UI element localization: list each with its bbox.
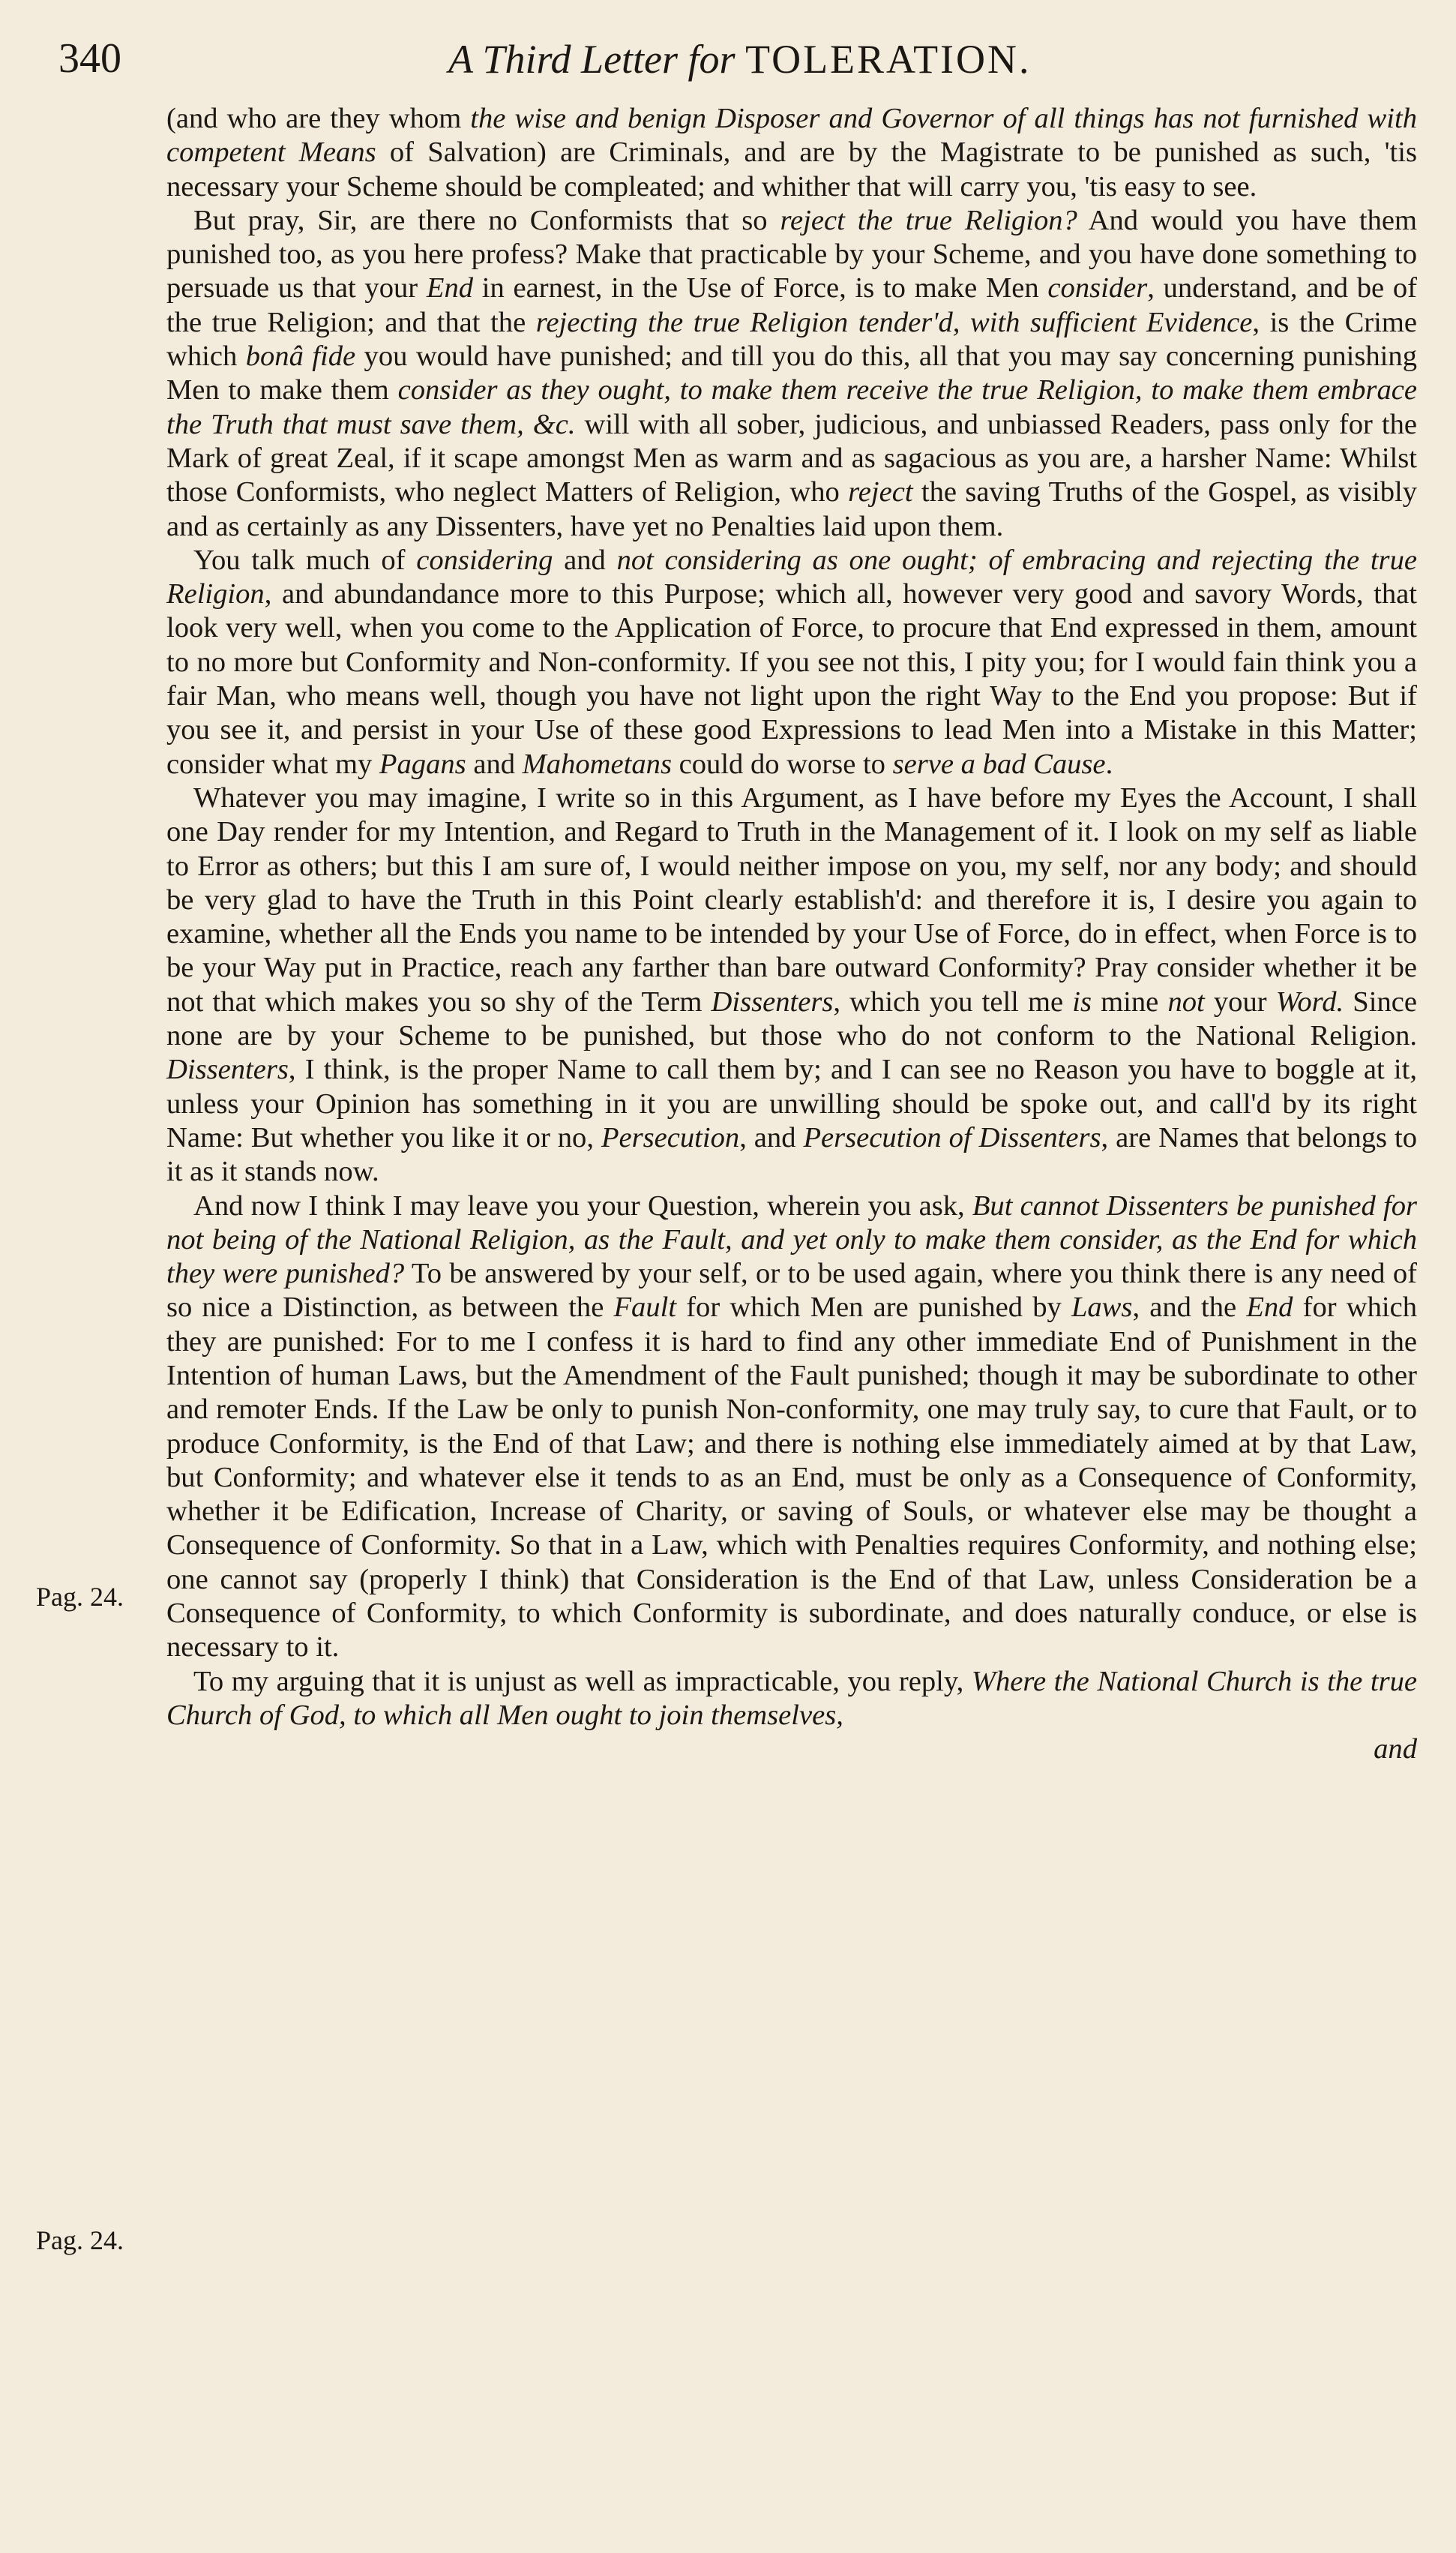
text-run: You talk much of bbox=[193, 544, 417, 576]
text-run: To be answered by your self, or to be used again, where you think there is any need of so nice a Distinction, as between the bbox=[166, 1258, 1417, 1324]
text-run: in earnest, in the Use of Force, is to make Men bbox=[473, 272, 1048, 304]
text-run: , I think, is the proper Name to call them by; and I can see no Reason you have to boggle at it, unless your Opinion has something in it you are unwilling should be spoke out, and call'd by its right Name: But whether you like it or no, bbox=[166, 1054, 1417, 1154]
italic-run: reject bbox=[848, 476, 913, 508]
italic-run: Dissenters bbox=[711, 986, 834, 1018]
text-run: , are Names that belongs to it as it stands now. bbox=[166, 1121, 1417, 1188]
italic-run: is bbox=[1072, 986, 1092, 1018]
italic-run: Persecution bbox=[601, 1121, 740, 1154]
text-run: Whatever you may imagine, I write so in this Argument, as I have before my Eyes the Account, I shall one Day render for my Intention, and Regard to Truth in the Management of it. I look on my self as liable to Error as others; but this I am sure of, I would neither impose on you, my self, nor any body; and should be very glad to have the Truth in this Point clearly establish'd: and therefore it is, I desire you again to examine, whether all the Ends you name to be intended by your Use of Force, do in effect, when Force is to be your Way put in Practice, reach any farther than bare outward Conformity? Pray consider whether it be not that which makes you so shy of the Term bbox=[166, 782, 1417, 1018]
margin-note-pag-24-second: Pag. 24. bbox=[36, 2225, 124, 2255]
text-run: Since none are by your Scheme to be punished, but those who do not conform to the National Religion. bbox=[166, 986, 1418, 1052]
text-run: , and bbox=[739, 1121, 804, 1154]
text-run: To my arguing that it is unjust as well as impracticable, you reply, bbox=[193, 1665, 972, 1697]
text-run: And now I think I may leave you your Question, wherein you ask, bbox=[193, 1190, 972, 1222]
italic-run: bonâ fide bbox=[245, 340, 356, 373]
italic-run: Pagans bbox=[379, 748, 466, 780]
italic-run: not bbox=[1167, 986, 1205, 1018]
italic-run: reject the true Religion? bbox=[780, 204, 1077, 236]
paragraph-unjust bbox=[166, 1665, 1417, 1733]
italic-run: Mahometans bbox=[522, 748, 672, 780]
body-text bbox=[166, 102, 1417, 1767]
text-run: (and who are they whom bbox=[166, 103, 471, 134]
text-run: could do worse to bbox=[671, 748, 893, 780]
text-run: mine bbox=[1092, 986, 1168, 1018]
page-number: 340 bbox=[58, 35, 121, 82]
running-header bbox=[58, 30, 1423, 90]
text-run: and bbox=[553, 544, 617, 576]
text-run: . bbox=[1105, 748, 1113, 780]
italic-run: consider as they ought, to make them receive the true Religion, to make them embrace the Truth that must save them, &c. bbox=[166, 374, 1417, 440]
text-run: , which you tell me bbox=[833, 986, 1073, 1018]
italic-run: Dissenters bbox=[166, 1054, 289, 1086]
running-title bbox=[448, 36, 1032, 82]
text-run: , is the Crime which bbox=[166, 306, 1418, 373]
margin-note-pag-24-first: Pag. 24. bbox=[36, 1582, 124, 1612]
italic-run: not considering as one ought; of embracing and rejecting the true Religion bbox=[166, 544, 1417, 610]
text-run: for which Men are punished by bbox=[676, 1292, 1071, 1324]
text-run: , understand, and be of the true Religion; and that the bbox=[166, 272, 1417, 338]
italic-run: End bbox=[1246, 1292, 1293, 1324]
italic-run: But cannot Dissenters be punished for not being of the National Religion, as the Fault, and yet only to make them consider, as the End for which they were punished? bbox=[166, 1190, 1417, 1290]
text-run: and bbox=[466, 748, 523, 780]
paragraph-conformists bbox=[166, 204, 1417, 544]
text-run: of Salvation) are Criminals, and are by the Magistrate to be punished as such, 'tis necessary your Scheme should be compleated; and whither that will carry you, 'tis easy to see. bbox=[166, 136, 1417, 202]
paragraph-whatever bbox=[166, 782, 1417, 1190]
italic-run: considering bbox=[416, 544, 553, 576]
italic-run: Where the National Church is the true Church of God, to which all Men ought to join themselves, bbox=[166, 1665, 1417, 1731]
text-run: will with all sober, judicious, and unbiassed Readers, pass only for the Mark of great Zeal, if it scape amongst Men as warm and as sagacious as you are, a harsher Name: Whilst those Conformists, who neglect Matters of Religion, who bbox=[166, 408, 1417, 508]
paragraph-considering bbox=[166, 544, 1417, 782]
text-run: your bbox=[1204, 986, 1276, 1018]
text-run: But pray, Sir, are there no Conformists that so bbox=[193, 204, 780, 236]
italic-run: the wise and benign Disposer and Governor of all things has not furnished with competent Means bbox=[166, 103, 1417, 169]
text-run: , and the bbox=[1132, 1292, 1247, 1324]
text-run: And would you have them punished too, as you here profess? Make that practicable by your Scheme, and you have done something to persuade us that your bbox=[166, 204, 1418, 304]
catchword: and bbox=[1374, 1733, 1417, 1766]
text-run: , and abundandance more to this Purpose; which all, however very good and savory Words, that look very well, when you come to the Application of Force, to procure that End expressed in them, amount to no more but Conformity and Non-conformity. If you see not this, I pity you; for I would fain think you a fair Man, who means well, though you have not light upon the right Way to the End you propose: But if you see it, and persist in your Use of these good Expressions to lead Men into a Mistake in this Matter; consider what my bbox=[166, 578, 1417, 780]
italic-run: serve a bad Cause bbox=[892, 748, 1106, 780]
italic-run: rejecting the true Religion tender'd, with sufficient Evidence bbox=[535, 306, 1253, 338]
running-title-caps: TOLERATION. bbox=[745, 37, 1032, 82]
paragraph-continuation bbox=[166, 102, 1417, 204]
italic-run: consider bbox=[1047, 272, 1148, 304]
italic-run: Fault bbox=[613, 1292, 677, 1324]
italic-run: Word. bbox=[1275, 986, 1344, 1018]
text-run: for which they are punished: For to me I confess it is hard to find any other immediate End of Punishment in the Intention of human Laws, but the Amendment of the Fault punished; though it may be subordinate to other and remoter Ends. If the Law be only to punish Non-conformity, one may truly say, to cure that Fault, or to produce Conformity, is the End of that Law; and there is nothing else immediately aimed at by that Law, but Conformity; and whatever else it tends to as an End, must be only as a Consequence of Conformity, whether it be Edification, Increase of Charity, or saving of Souls, or whatever else may be thought a Consequence of Conformity. So that in a Law, which with Penalties requires Conformity, and nothing else; one cannot say (properly I think) that Consideration is the End of that Law, unless Consideration be a Consequence of Conformity, to which Conformity is subordinate, and does naturally conduce, or else is necessary to it. bbox=[166, 1292, 1417, 1664]
paragraph-question bbox=[166, 1190, 1417, 1665]
italic-run: End bbox=[426, 272, 474, 304]
text-run: you would have punished; and till you do this, all that you may say concerning punishing Men to make them bbox=[166, 340, 1417, 406]
italic-run: Laws bbox=[1071, 1292, 1133, 1324]
text-run: the saving Truths of the Gospel, as visibly and as certainly as any Dissenters, have yet no Penalties laid upon them. bbox=[166, 476, 1417, 542]
italic-run: Persecution of Dissenters bbox=[803, 1121, 1101, 1154]
running-title-italic: A Third Letter for bbox=[448, 37, 735, 82]
